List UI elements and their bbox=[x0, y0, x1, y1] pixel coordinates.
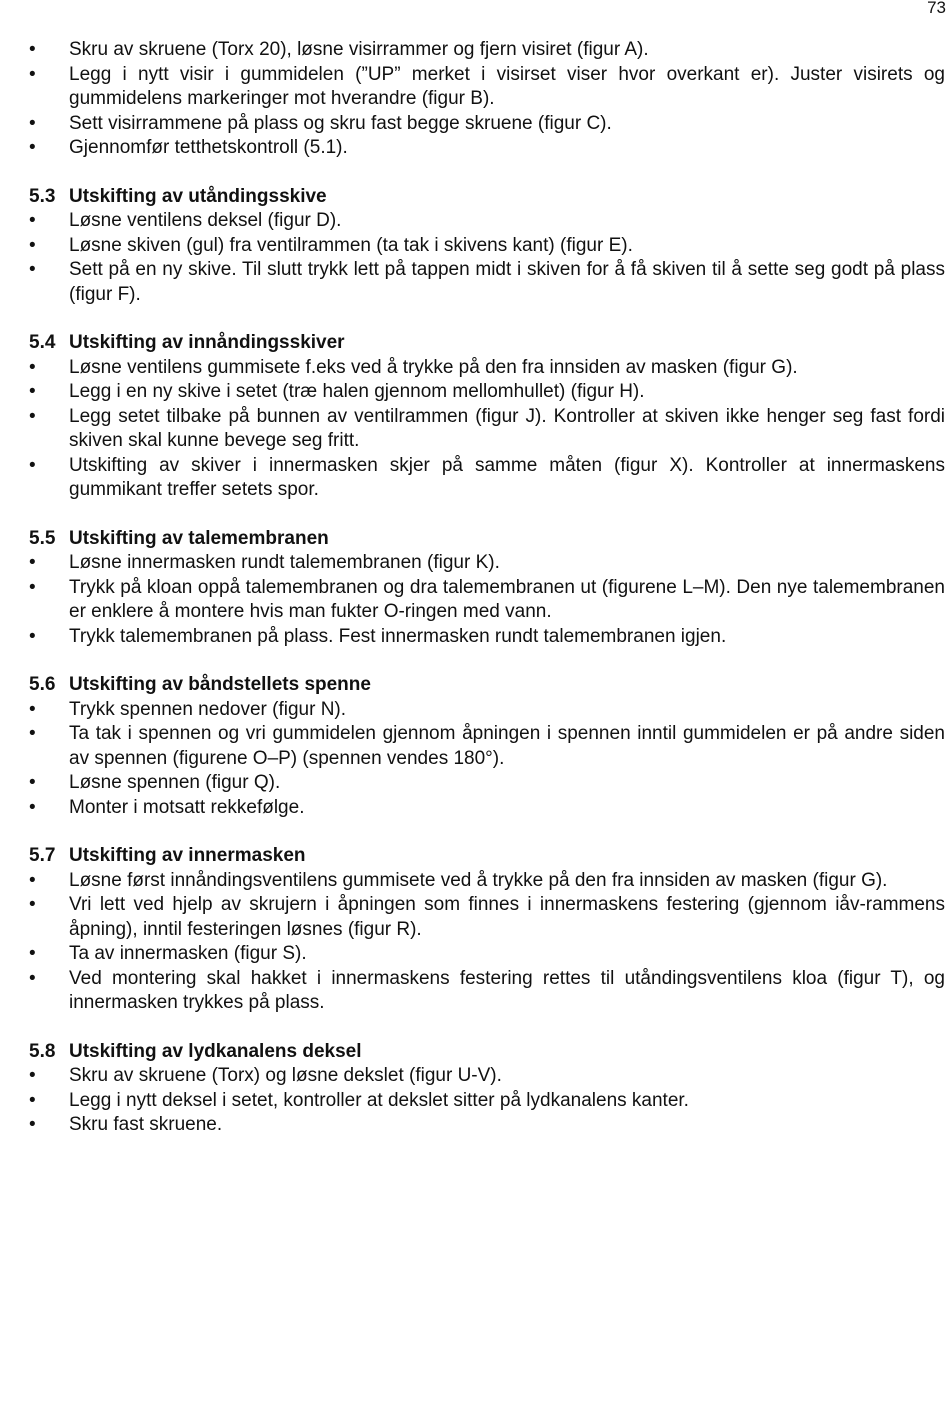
section-5-6 bbox=[29, 673, 945, 820]
section-title: Utskifting av utåndingsskive bbox=[69, 185, 327, 207]
section-number: 5.8 bbox=[29, 1040, 56, 1062]
bullet-item: • Løsne innermasken rundt talemembranen (figur K). bbox=[29, 551, 945, 576]
section-heading bbox=[29, 1040, 945, 1065]
bullet-item: • Løsne ventilens gummisete f.eks ved å trykke på den fra innsiden av masken (figur G). bbox=[29, 356, 945, 381]
section-bullet-list bbox=[29, 1064, 945, 1138]
section-bullet-list bbox=[29, 698, 945, 821]
bullet-item: • Ved montering skal hakket i innermaskens festering rettes til utåndingsventilens kloa (figur T), og innermasken trykkes på plass. bbox=[29, 967, 945, 1016]
section-heading bbox=[29, 331, 945, 356]
section-heading bbox=[29, 673, 945, 698]
section-title: Utskifting av båndstellets spenne bbox=[69, 674, 371, 695]
section-heading bbox=[29, 844, 945, 869]
intro-bullet-list bbox=[29, 38, 945, 161]
bullet-item: • Løsne ventilens deksel (figur D). bbox=[29, 209, 945, 234]
bullet-item: • Legg i nytt deksel i setet, kontroller at dekslet sitter på lydkanalens kanter. bbox=[29, 1089, 945, 1114]
bullet-item: • Sett visirrammene på plass og skru fast begge skruene (figur C). bbox=[29, 112, 945, 137]
section-title: Utskifting av innåndingsskiver bbox=[69, 332, 345, 353]
bullet-item: • Gjennomfør tetthetskontroll (5.1). bbox=[29, 136, 945, 161]
section-number: 5.5 bbox=[29, 527, 56, 549]
bullet-item: • Løsne spennen (figur Q). bbox=[29, 771, 945, 796]
bullet-item: • Vri lett ved hjelp av skrujern i åpningen som finnes i innermaskens festering (gjennom iåv-rammens åpning), inntil festeringen løsnes (figur R). bbox=[29, 893, 945, 942]
bullet-item: • Monter i motsatt rekkefølge. bbox=[29, 796, 945, 821]
section-bullet-list bbox=[29, 869, 945, 1016]
bullet-item: • Sett på en ny skive. Til slutt trykk lett på tappen midt i skiven for å få skiven til å sette seg godt på plass (figur F). bbox=[29, 258, 945, 307]
section-heading bbox=[29, 527, 945, 552]
section-5-5 bbox=[29, 527, 945, 650]
bullet-item: • Skru fast skruene. bbox=[29, 1113, 945, 1138]
bullet-item: • Skru av skruene (Torx 20), løsne visirrammer og fjern visiret (figur A). bbox=[29, 38, 945, 63]
section-bullet-list bbox=[29, 551, 945, 649]
section-title: Utskifting av lydkanalens deksel bbox=[69, 1040, 362, 1062]
bullet-item: • Løsne først innåndingsventilens gummisete ved å trykke på den fra innsiden av masken (figur G). bbox=[29, 869, 945, 894]
section-title: Utskifting av innermasken bbox=[69, 845, 306, 866]
bullet-item: • Ta tak i spennen og vri gummidelen gjennom åpningen i spennen inntil gummidelen er på andre siden av spennen (figurene O–P) (spennen vendes 180°). bbox=[29, 722, 945, 771]
document-body bbox=[29, 38, 945, 1138]
section-bullet-list bbox=[29, 356, 945, 503]
bullet-item: • Utskifting av skiver i innermasken skjer på samme måten (figur X). Kontroller at innermaskens gummikant treffer setets spor. bbox=[29, 454, 945, 503]
section-heading bbox=[29, 185, 945, 210]
sections-container bbox=[29, 185, 945, 1138]
section-number: 5.7 bbox=[29, 845, 56, 866]
bullet-item: • Trykk på kloan oppå talemembranen og dra talemembranen ut (figurene L–M). Den nye talemembranen er enklere å montere hvis man fukter O-ringen med vann. bbox=[29, 576, 945, 625]
bullet-item: • Trykk spennen nedover (figur N). bbox=[29, 698, 945, 723]
section-5-3 bbox=[29, 185, 945, 308]
section-title: Utskifting av talemembranen bbox=[69, 527, 329, 549]
bullet-item: • Legg setet tilbake på bunnen av ventilrammen (figur J). Kontroller at skiven ikke henger seg fast fordi skiven skal kunne bevege seg fritt. bbox=[29, 405, 945, 454]
section-bullet-list bbox=[29, 209, 945, 307]
section-number: 5.4 bbox=[29, 332, 56, 353]
section-5-7 bbox=[29, 844, 945, 1016]
section-number: 5.6 bbox=[29, 674, 56, 695]
section-5-4 bbox=[29, 331, 945, 503]
bullet-item: • Skru av skruene (Torx) og løsne dekslet (figur U-V). bbox=[29, 1064, 945, 1089]
page-number: 73 bbox=[927, 0, 946, 17]
bullet-item: • Legg i en ny skive i setet (træ halen gjennom mellomhullet) (figur H). bbox=[29, 380, 945, 405]
bullet-item: • Ta av innermasken (figur S). bbox=[29, 942, 945, 967]
bullet-item: • Trykk talemembranen på plass. Fest innermasken rundt talemembranen igjen. bbox=[29, 625, 945, 650]
bullet-item: • Løsne skiven (gul) fra ventilrammen (ta tak i skivens kant) (figur E). bbox=[29, 234, 945, 259]
bullet-item: • Legg i nytt visir i gummidelen (”UP” merket i visirset viser hvor overkant er). Juster visirets og gummidelens markeringer mot hverandre (figur B). bbox=[29, 63, 945, 112]
section-5-8 bbox=[29, 1040, 945, 1138]
section-number: 5.3 bbox=[29, 185, 56, 207]
